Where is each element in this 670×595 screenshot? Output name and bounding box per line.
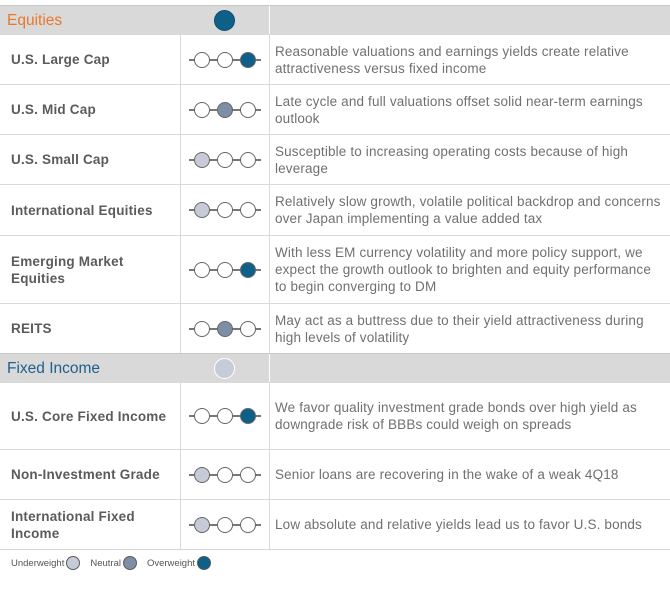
asset-class-description: Reasonable valuations and earnings yields create relative attractiveness versus fixed income	[275, 43, 629, 76]
legend-item-overweight	[147, 556, 211, 570]
rating-scale-icon	[189, 151, 261, 169]
section-header-equities	[0, 5, 670, 34]
asset-class-name: U.S. Large Cap	[11, 52, 110, 67]
rating-scale-icon	[189, 320, 261, 338]
section-header-fixed-income	[0, 353, 670, 382]
table-row	[0, 382, 670, 449]
table-row	[0, 235, 670, 303]
table-row	[0, 84, 670, 134]
asset-class-description: Low absolute and relative yields lead us to favor U.S. bonds	[275, 517, 642, 532]
asset-class-name: U.S. Small Cap	[11, 152, 110, 167]
underweight-swatch-icon	[66, 556, 80, 570]
section-divider	[269, 354, 270, 382]
table-row	[0, 499, 670, 549]
table-row	[0, 303, 670, 353]
legend	[11, 556, 221, 570]
asset-class-name: Non-Investment Grade	[11, 467, 160, 482]
section-title-equities: Equities	[7, 12, 63, 29]
allocation-table	[0, 5, 670, 550]
table-row	[0, 34, 670, 84]
asset-class-name: Emerging Market Equities	[11, 253, 124, 286]
rating-scale-icon	[189, 51, 261, 69]
asset-class-name: International Fixed Income	[11, 508, 135, 541]
overweight-dot-icon	[214, 10, 235, 31]
legend-label-overweight: Overweight	[146, 557, 196, 569]
asset-class-description: We favor quality investment grade bonds over high yield as downgrade risk of BBBs could weigh on spreads	[275, 400, 637, 432]
asset-class-description: With less EM currency volatility and more policy support, we expect the growth outlook to brighten and equity performance to begin converging to DM	[275, 245, 651, 294]
legend-item-underweight	[11, 556, 80, 570]
asset-class-description: Late cycle and full valuations offset solid near-term earnings outlook	[275, 93, 643, 126]
table-row	[0, 184, 670, 235]
legend-label-neutral: Neutral	[90, 557, 121, 569]
asset-class-description: Relatively slow growth, volatile political backdrop and concerns over Japan implementing a value added tax	[275, 194, 661, 226]
table-row	[0, 449, 670, 499]
section-title-fixed-income: Fixed Income	[7, 360, 101, 377]
rating-scale-icon	[189, 407, 261, 425]
rating-scale-icon	[189, 101, 261, 119]
asset-class-description: Senior loans are recovering in the wake of a weak 4Q18	[275, 467, 619, 482]
table-row	[0, 134, 670, 184]
legend-item-neutral	[90, 556, 137, 570]
asset-class-name: REITS	[11, 321, 52, 336]
asset-class-name: U.S. Core Fixed Income	[11, 408, 167, 424]
asset-class-name: U.S. Mid Cap	[11, 102, 96, 117]
rating-scale-icon	[189, 261, 261, 279]
overweight-swatch-icon	[197, 556, 211, 570]
rating-scale-icon	[189, 516, 261, 534]
legend-label-underweight: Underweight	[11, 557, 65, 569]
asset-class-description: Susceptible to increasing operating costs because of high leverage	[275, 143, 629, 176]
underweight-dot-icon	[214, 358, 235, 379]
asset-class-description: May act as a buttress due to their yield attractiveness during high levels of volatility	[275, 312, 644, 345]
neutral-swatch-icon	[123, 556, 137, 570]
asset-class-name: International Equities	[11, 202, 153, 218]
section-divider	[269, 6, 270, 34]
rating-scale-icon	[189, 201, 261, 219]
rating-scale-icon	[189, 466, 261, 484]
